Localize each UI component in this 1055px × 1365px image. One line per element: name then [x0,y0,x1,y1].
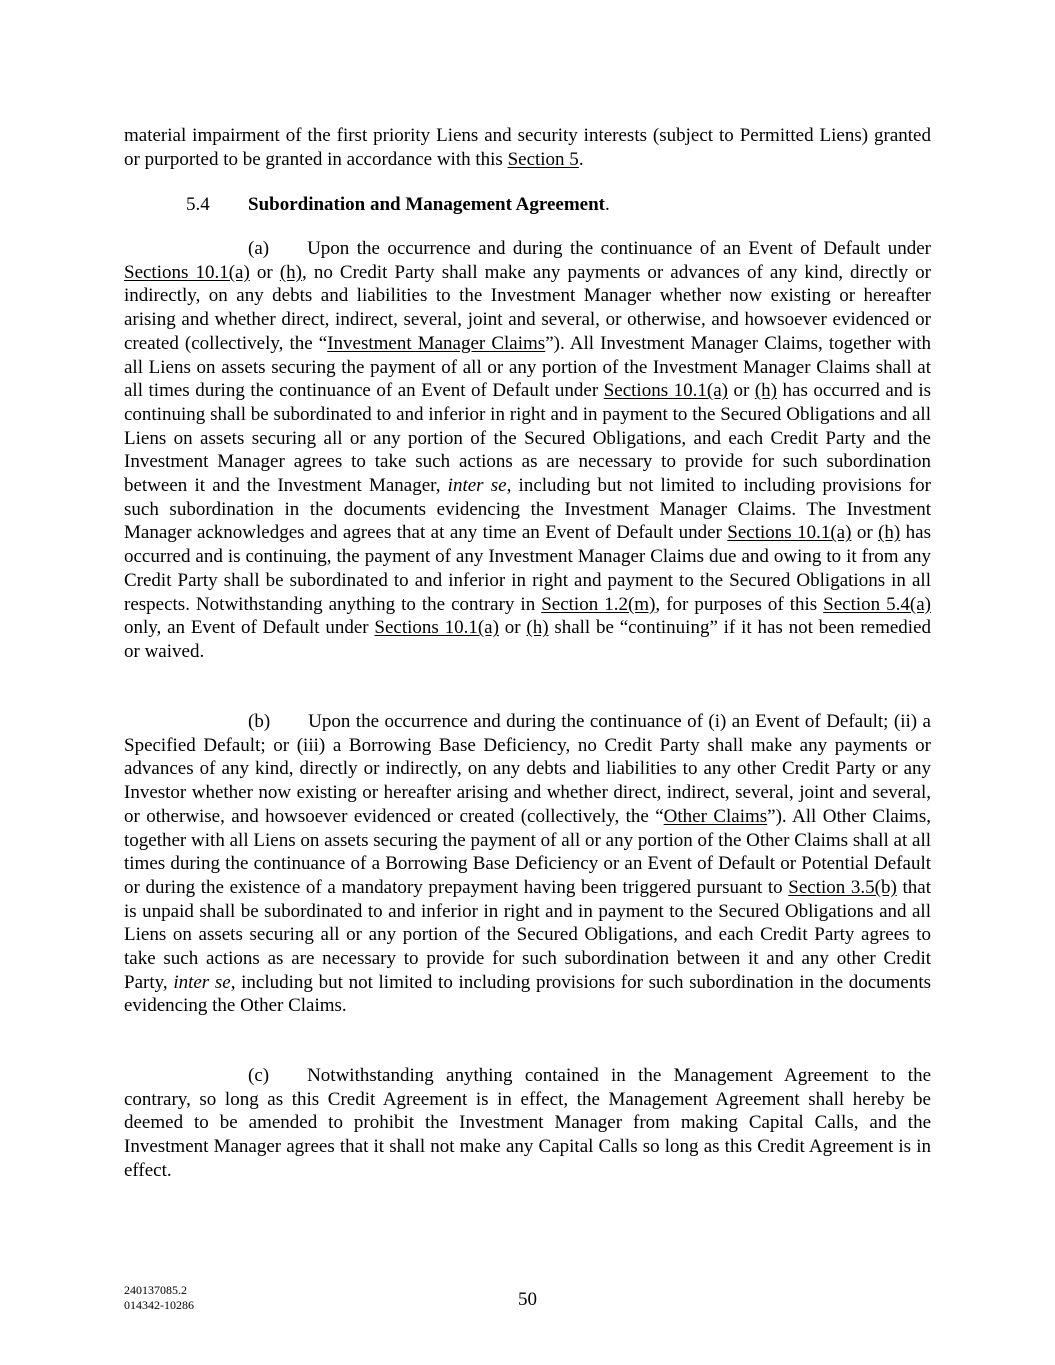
section-title: Subordination and Management Agreement [248,194,605,215]
continuation-text: material impairment of the first priority Liens and security interests (subject to Permitted Liens) granted or purported to be granted in accordance with this [124,125,931,170]
section-heading [186,193,610,217]
paragraph-a: (a) Upon the occurrence and during the continuance of an Event of Default under Sections 10.1(a) or (h), no Credit Party shall make any payments or advances of any kind, directly or indirectly, on any debts and liabilities to the Investment Manager whether now existing or hereafter arising and whether direct, indirect, several, joint and several, or otherwise, and howsoever evidenced or created (collectively, the “Investment Manager Claims”). All Investment Manager Claims, together with all Liens on assets securing the payment of all or any portion of the Investment Manager Claims shall at all times during the continuance of an Event of Default under Sections 10.1(a) or (h) has occurred and is continuing shall be subordinated to and inferior in right and in payment to the Secured Obligations and all Liens on assets securing all or any portion of the Secured Obligations, and each Credit Party and the Investment Manager agrees to take such actions as are necessary to provide for such subordination between it and the Investment Manager, inter se, including but not limited to including provisions for such subordination in the documents evidencing the Investment Manager Claims. The Investment Manager acknowledges and agrees that at any time an Event of Default under Sections 10.1(a) or (h) has occurred and is continuing, the payment of any Investment Manager Claims due and owing to it from any Credit Party shall be subordinated to and inferior in right and payment to the Secured Obligations in all respects. Notwithstanding anything to the contrary in Section 1.2(m), for purposes of this Section 5.4(a) only, an Event of Default under Sections 10.1(a) or (h) shall be “continuing” if it has not been remedied or waived. [124,238,932,662]
section-reference: (h) [279,261,302,283]
section-reference: Section 5 [507,148,579,170]
paragraph-b: (b) Upon the occurrence and during the continuance of (i) an Event of Default; (ii) a Specified Default; or (iii) a Borrowing Base Deficiency, no Credit Party shall make any payments or advances of any kind, directly or indirectly, on any debts and liabilities to any other Credit Party or any Investor whether now existing or hereafter arising and whether direct, indirect, several, joint and several, or otherwise, and howsoever evidenced or created (collectively, the “Other Claims”). All Other Claims, together with all Liens on assets securing the payment of all or any portion of the Other Claims shall at all times during the continuance of a Borrowing Base Deficiency or an Event of Default or Potential Default or during the existence of a mandatory prepayment having been triggered pursuant to Section 3.5(b) that is unpaid shall be subordinated to and inferior in right and in payment to the Secured Obligations and all Liens on assets securing all or any portion of the Secured Obligations, and each Credit Party agrees to take such actions as are necessary to provide for such subordination between it and any other Credit Party, inter se, including but not limited to including provisions for such subordination in the documents evidencing the Other Claims. [124,711,932,1017]
defined-term: Investment Manager Claims [327,332,546,354]
section-reference: Section 1.2(m) [541,593,656,615]
paragraph-c: (c) Notwithstanding anything contained in the Management Agreement to the contrary, so long as this Credit Agreement is in effect, the Management Agreement shall hereby be deemed to be amended to prohibit the Investment Manager from making Capital Calls, and the Investment Manager agrees that it shall not make any Capital Calls so long as this Credit Agreement is in effect. [124,1065,931,1181]
section-title-period: . [604,194,610,215]
defined-term: Other Claims [663,805,768,827]
section-reference: Sections 10.1(a) [603,380,728,402]
continuation-text: . [578,148,584,170]
section-reference: Sections 10.1(a) [374,617,499,639]
continuation-paragraph [124,124,931,171]
document-id-line: 240137085.2 [124,1283,187,1297]
section-reference: Sections 10.1(a) [124,261,250,283]
page-number: 50 [518,1289,537,1310]
section-reference: Sections 10.1(a) [727,522,852,544]
section-reference: Section 5.4(a) [823,593,932,615]
document-id-line: 014342-10286 [124,1298,194,1312]
latin-phrase: inter se [447,475,507,497]
latin-phrase: inter se [173,971,231,993]
section-reference: Section 3.5(b) [788,876,897,898]
section-reference: (h) [754,380,777,402]
section-number: 5.4 [186,194,210,215]
section-reference: (h) [526,617,549,639]
section-reference: (h) [878,522,901,544]
